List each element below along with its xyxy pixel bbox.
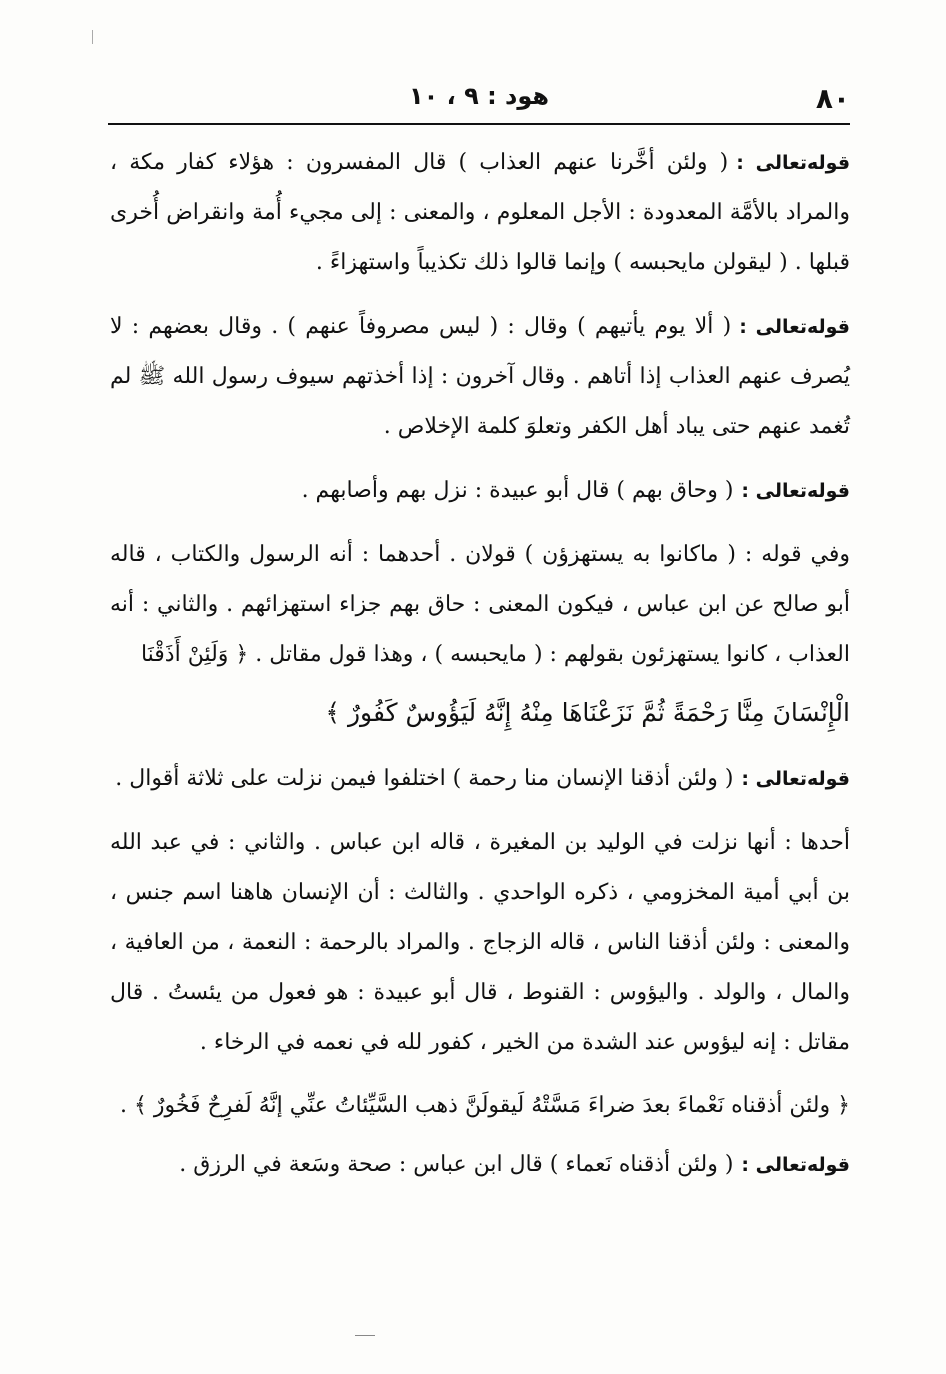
paragraph-7 <box>110 818 850 1068</box>
footer-mark <box>355 1335 375 1336</box>
paragraph-lead: قوله‌تعالى : <box>739 316 850 338</box>
paragraph-2 <box>110 302 850 452</box>
scan-margin-mark <box>92 30 93 44</box>
paragraph-9 <box>110 1140 850 1190</box>
paragraph-lead: قوله‌تعالى : <box>736 152 851 174</box>
paragraph-6 <box>110 754 850 804</box>
paragraph-text: ( ولئن أخَّرنا عنهم العذاب ) قال المفسرون : هؤلاء كفار مكة ، والمراد بالأمَّة المعدودة : الأجل المعلوم ، والمعنى : إلى مجيء أُمة وانقراض أُخرى قبلها . ( ليقولن مايحبسه ) وإنما قالوا ذلك تكذيباً واستهزاءً . <box>110 150 850 275</box>
paragraph-lead: قوله‌تعالى : <box>741 1154 850 1176</box>
paragraph-text: وفي قوله : ( ماكانوا به يستهزؤن ) قولان . أحدهما : أنه الرسول والكتاب ، قاله أبو صالح عن ابن عباس ، فيكون المعنى : حاق بهم جزاء استهزائهم . والثاني : أنه العذاب ، كانوا يستهزئون بقولهم : ( مايحبسه ) ، وهذا قول مقاتل . ﴿ وَلَئِنْ أَذَقْنَا <box>110 542 850 667</box>
running-head: هود : ٩ ، ١٠ <box>408 82 550 110</box>
verse-text: ﴿ ولئن أذقناه نَعْماءَ بعدَ ضراءَ مَسَّتْهُ لَيقولَنَّ ذهب السَّيِّئاتُ عنِّي إنَّهُ لَفرِحٌ فَخُورٌ ﴾ . <box>119 1093 850 1118</box>
paragraph-1 <box>110 138 850 288</box>
paragraph-text: ( ولئن أذقناه نَعماء ) قال ابن عباس : صحة وسَعة في الرزق . <box>179 1152 734 1177</box>
paragraph-text: ( ألا يوم يأتيهم ) وقال : ( ليس مصروفاً عنهم ) . وقال بعضهم : لا يُصرف عنهم العذاب إذا أتاهم . وقال آخرون : إذا أخذتهم سيوف رسول الله ﷺ لم تُغمد عنهم حتى يباد أهل الكفر وتعلوَ كلمة الإخلاص . <box>110 314 851 439</box>
verse-text: الْإِنْسَانَ مِنَّا رَحْمَةً ثُمَّ نَزَعْنَاهَا مِنْهُ إِنَّهُ لَيَؤُوسٌ كَفُورٌ ﴾ <box>325 698 850 727</box>
paragraph-text: ( ولئن أذقنا الإنسان منا رحمة ) اختلفوا فيمن نزلت على ثلاثة أقوال . <box>115 766 734 791</box>
page-body <box>110 138 850 1204</box>
paragraph-text: أحدها : أنها نزلت في الوليد بن المغيرة ، قاله ابن عباس . والثاني : في عبد الله بن أبي أمية المخزومي ، ذكره الواحدي . والثالث : أن الإنسان هاهنا اسم جنس ، والمعنى : ولئن أذقنا الناس ، قاله الزجاج . والمراد بالرحمة : النعمة ، من العافية ، والمال ، والولد . واليؤوس : القنوط ، قال أبو عبيدة : هو فعول من يئستُ . قال مقاتل : إنه ليؤوس عند الشدة من الخير ، كفور لله في نعمه في الرخاء . <box>110 830 850 1055</box>
paragraph-lead: قوله‌تعالى : <box>741 480 850 502</box>
quran-verse-line <box>110 684 850 742</box>
paragraph-4 <box>110 530 850 680</box>
paragraph-lead: قوله‌تعالى : <box>741 768 850 790</box>
header-rule <box>108 123 850 125</box>
paragraph-text: ( وحاق بهم ) قال أبو عبيدة : نزل بهم وأصابهم . <box>301 478 734 503</box>
paragraph-3 <box>110 466 850 516</box>
page-number: ٨٠ <box>815 82 850 115</box>
page-header <box>108 82 850 122</box>
quran-verse-block <box>110 1082 850 1130</box>
